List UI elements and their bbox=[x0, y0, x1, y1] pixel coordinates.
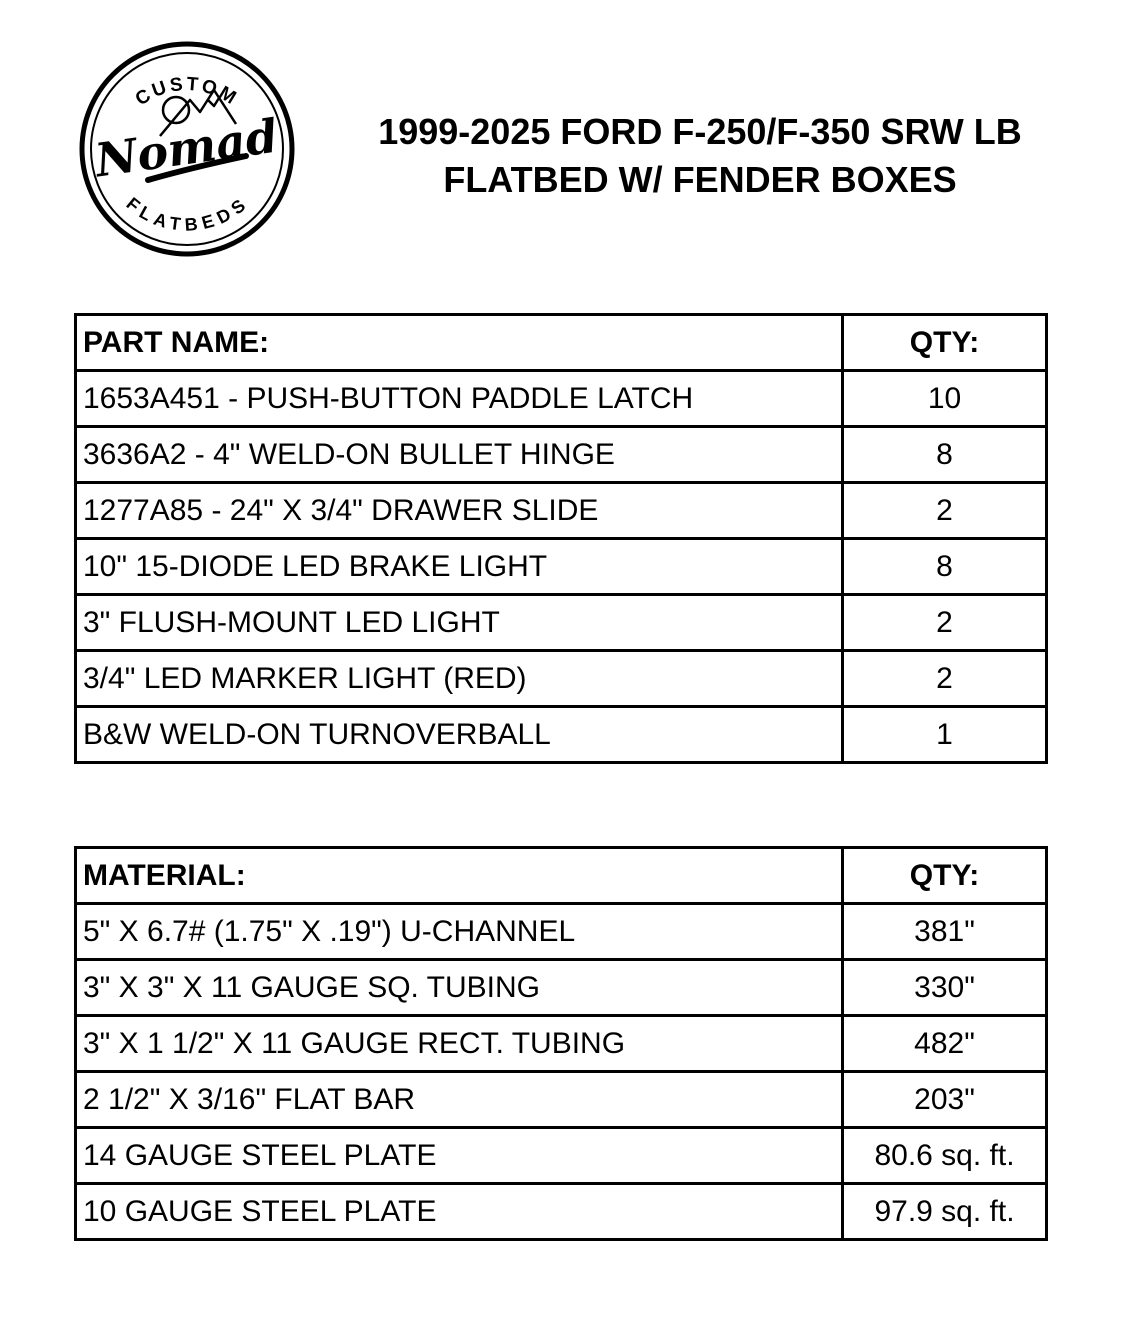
part-row bbox=[76, 371, 1047, 427]
page-title bbox=[330, 108, 1070, 204]
material-header-row bbox=[76, 848, 1047, 904]
part-row-name: B&W WELD-ON TURNOVERBALL bbox=[76, 707, 843, 763]
material-name-header: MATERIAL: bbox=[76, 848, 843, 904]
material-row bbox=[76, 960, 1047, 1016]
part-name-header: PART NAME: bbox=[76, 315, 843, 371]
material-row-name: 10 GAUGE STEEL PLATE bbox=[76, 1184, 843, 1240]
part-row bbox=[76, 427, 1047, 483]
material-row-qty: 381" bbox=[843, 904, 1047, 960]
part-row-name: 3/4" LED MARKER LIGHT (RED) bbox=[76, 651, 843, 707]
title-line-2: FLATBED W/ FENDER BOXES bbox=[443, 159, 957, 200]
part-row bbox=[76, 539, 1047, 595]
material-qty-header: QTY: bbox=[843, 848, 1047, 904]
material-row-name: 14 GAUGE STEEL PLATE bbox=[76, 1128, 843, 1184]
parts-header-row bbox=[76, 315, 1047, 371]
part-row bbox=[76, 595, 1047, 651]
part-row-name: 1653A451 - PUSH-BUTTON PADDLE LATCH bbox=[76, 371, 843, 427]
part-row-qty: 1 bbox=[843, 707, 1047, 763]
title-line-1: 1999-2025 FORD F-250/F-350 SRW LB bbox=[378, 111, 1022, 152]
material-row bbox=[76, 904, 1047, 960]
material-row-name: 5" X 6.7# (1.75" X .19") U-CHANNEL bbox=[76, 904, 843, 960]
material-row-qty: 80.6 sq. ft. bbox=[843, 1128, 1047, 1184]
material-row-name: 3" X 3" X 11 GAUGE SQ. TUBING bbox=[76, 960, 843, 1016]
material-row-qty: 97.9 sq. ft. bbox=[843, 1184, 1047, 1240]
part-row-qty: 8 bbox=[843, 539, 1047, 595]
part-row-qty: 2 bbox=[843, 483, 1047, 539]
material-row-qty: 203" bbox=[843, 1072, 1047, 1128]
part-row-qty: 2 bbox=[843, 595, 1047, 651]
part-row-name: 3636A2 - 4" WELD-ON BULLET HINGE bbox=[76, 427, 843, 483]
logo-bottom-text: FLATBEDS bbox=[122, 193, 252, 235]
material-row bbox=[76, 1128, 1047, 1184]
logo-top-text: CUSTOM bbox=[131, 73, 243, 111]
material-row-qty: 482" bbox=[843, 1016, 1047, 1072]
logo-script-text: Nomad bbox=[91, 108, 281, 188]
parts-table bbox=[74, 313, 1048, 764]
part-row-name: 1277A85 - 24" X 3/4" DRAWER SLIDE bbox=[76, 483, 843, 539]
parts-table-body bbox=[76, 315, 1047, 763]
part-row bbox=[76, 483, 1047, 539]
custom-nomad-flatbeds-logo bbox=[78, 40, 296, 258]
part-row-name: 10" 15-DIODE LED BRAKE LIGHT bbox=[76, 539, 843, 595]
part-row-qty: 2 bbox=[843, 651, 1047, 707]
material-row bbox=[76, 1072, 1047, 1128]
part-row-qty: 10 bbox=[843, 371, 1047, 427]
material-row bbox=[76, 1016, 1047, 1072]
part-row bbox=[76, 651, 1047, 707]
material-table-body bbox=[76, 848, 1047, 1240]
material-row-name: 2 1/2" X 3/16" FLAT BAR bbox=[76, 1072, 843, 1128]
part-row-qty: 8 bbox=[843, 427, 1047, 483]
part-row-name: 3" FLUSH-MOUNT LED LIGHT bbox=[76, 595, 843, 651]
material-table bbox=[74, 846, 1048, 1241]
part-qty-header: QTY: bbox=[843, 315, 1047, 371]
material-row-qty: 330" bbox=[843, 960, 1047, 1016]
material-row-name: 3" X 1 1/2" X 11 GAUGE RECT. TUBING bbox=[76, 1016, 843, 1072]
part-row bbox=[76, 707, 1047, 763]
material-row bbox=[76, 1184, 1047, 1240]
